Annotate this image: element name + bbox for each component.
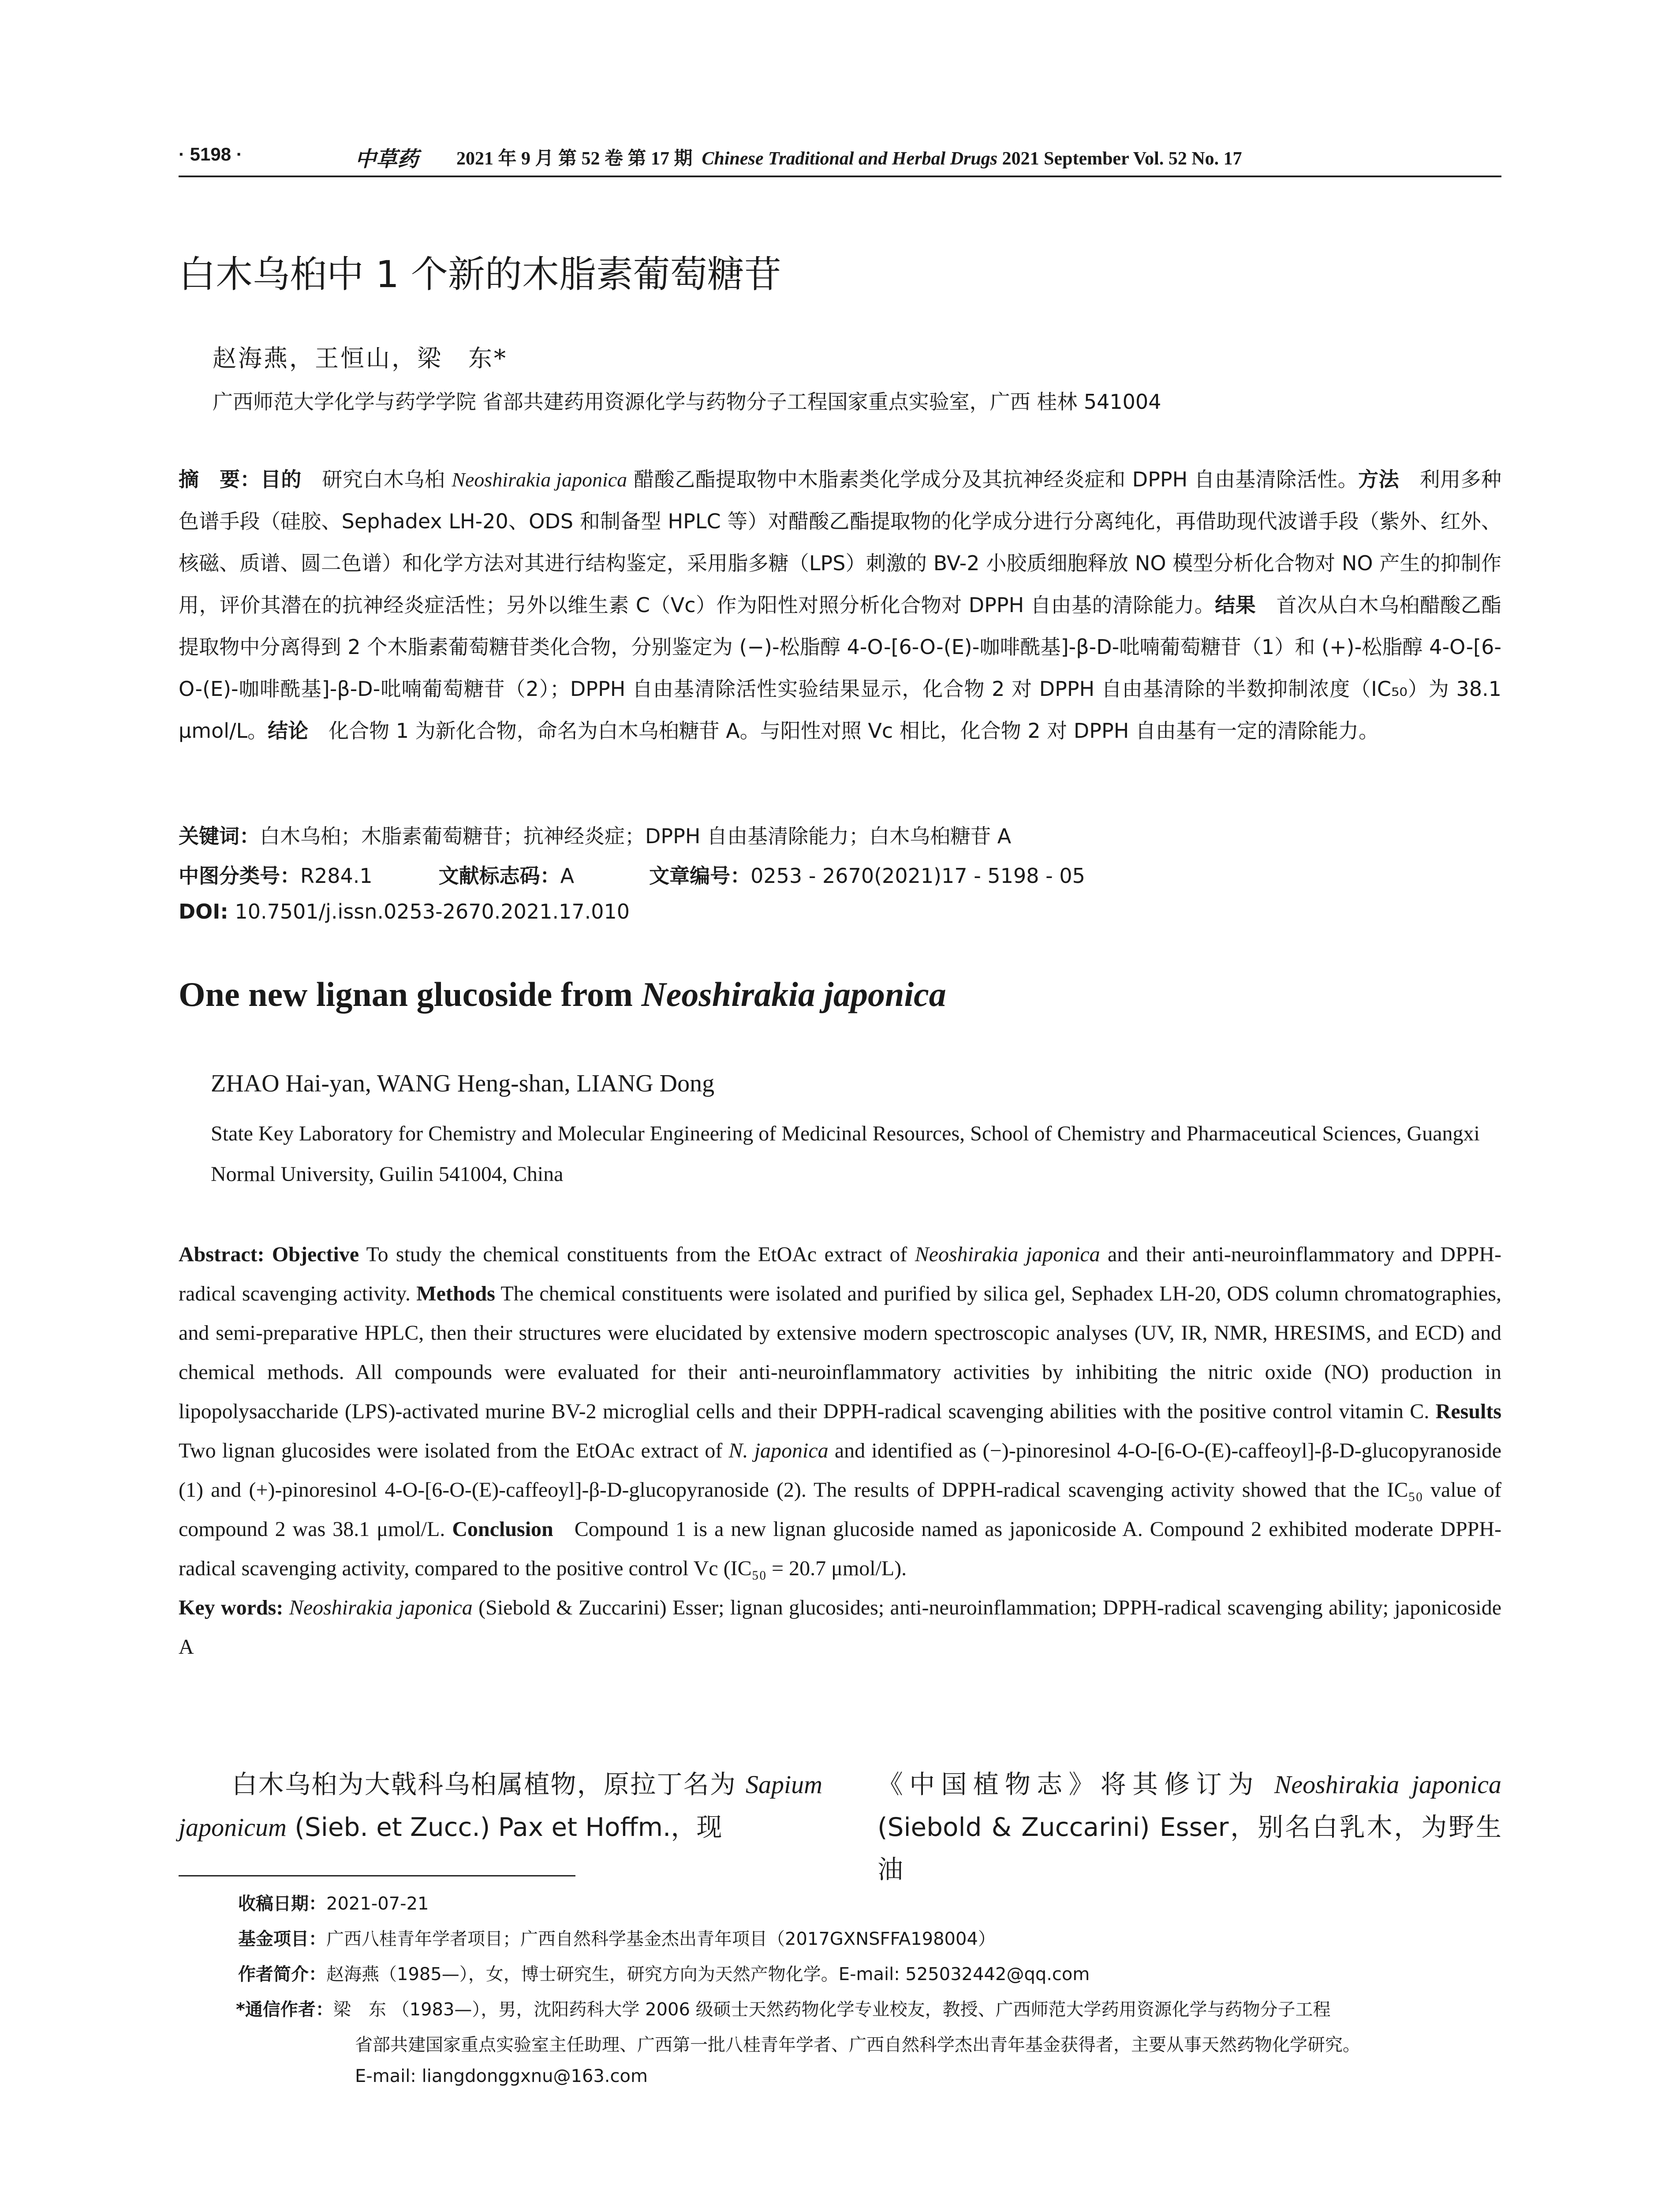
en-affiliation: State Key Laboratory for Chemistry and Molecular Engineering of Medicinal Resources, School of Chemistry and Pharmaceutical Sciences, Guangxi Normal University, Guilin 541004, China bbox=[211, 1122, 1480, 1186]
journal-name-en: Chinese Traditional and Herbal Drugs bbox=[702, 149, 998, 169]
corresponding-author-cont: 省部共建国家重点实验室主任助理、广西第一批八桂青年学者、广西自然科学杰出青年基金获得者，主要从事天然药物化学研究。 bbox=[355, 2035, 1360, 2055]
cn-title: 白木乌桕中 1 个新的木脂素葡萄糖苷 bbox=[179, 253, 781, 296]
journal-name-cn: 中草药 bbox=[355, 148, 419, 171]
cn-classification: 中图分类号：R284.1 文献标志码：A 文章编号：0253 - 2670(2021)17 - 5198 - 05 bbox=[179, 864, 1085, 888]
issue-info: 2021 年 9 月 第 52 卷 第 17 期 Chinese Traditional and Herbal Drugs 2021 September Vol. 52 No. 17 bbox=[456, 149, 1242, 169]
en-title: One new lignan glucoside from Neoshirakia japonica bbox=[179, 975, 946, 1013]
en-abstract: Abstract: Objective To study the chemical constituents from the EtOAc extract of Neoshirakia japonica and their anti-neuroinflammatory and DPPH-radical scavenging activity. Methods The chemical constituents were isolated and purified by silica gel, Sephadex LH-20, ODS column chromatographies, and semi-preparative HPLC, then their structures were elucidated by extensive modern spectroscopic analyses (UV, IR, NMR, HRESIMS, and ECD) and chemical methods. All compounds were evaluated for their anti-neuroinflammatory activities by inhibiting the nitric oxide (NO) production in lipopolysaccharide (LPS)-activated murine BV-2 microglial cells and their DPPH-radical scavenging abilities with the positive control vitamin C. Results Two lignan glucosides were isolated from the EtOAc extract of N. japonica and identified as (−)-pinoresinol 4-O-[6-O-(E)-caffeoyl]-β-D-glucopyranoside (1) and (+)-pinoresinol 4-O-[6-O-(E)-caffeoyl]-β-D-glucopyranoside (2). The results of DPPH-radical scavenging activity showed that the IC₅₀ value of compound 2 was 38.1 μmol/L. Conclusion Compound 1 is a new lignan glucoside named as japonicoside A. Compound 2 exhibited moderate DPPH-radical scavenging activity, compared to the positive control Vc (IC₅₀ = 20.7 μmol/L). Key words: Neoshirakia japonica (Siebold & Zuccarini) Esser; lignan glucosides; anti-neuroinflammation; DPPH-radical scavenging ability; japonicoside A bbox=[179, 1243, 1502, 1659]
fund-info: 基金项目：广西八桂青年学者项目；广西自然科学基金杰出青年项目（2017GXNSFFA198004） bbox=[238, 1929, 996, 1949]
intro-right-column: 《中国植物志》将其修订为 Neoshirakia japonica (Siebold & Zuccarini) Esser，别名白乳木，为野生油 bbox=[877, 1769, 1501, 1884]
cn-abstract: 摘 要：目的 研究白木乌桕 Neoshirakia japonica 醋酸乙酯提取物中木脂素类化学成分及其抗神经炎症和 DPPH 自由基清除活性。方法 利用多种色谱手段（硅胶、Sephadex LH-20、ODS 和制备型 HPLC 等）对醋酸乙酯提取物的化学成分进行分离纯化，再借助现代波谱手段（紫外、红外、核磁、质谱、圆二色谱）和化学方法对其进行结构鉴定，采用脂多糖（LPS）刺激的 BV-2 小胶质细胞释放 NO 模型分析化合物对 NO 产生的抑制作用，评价其潜在的抗神经炎症活性；另外以维生素 C（Vc）作为阳性对照分析化合物对 DPPH 自由基的清除能力。结果 首次从白木乌桕醋酸乙酯提取物中分离得到 2 个木脂素葡萄糖苷类化合物，分别鉴定为 (−)-松脂醇 4-O-[6-O-(E)-咖啡酰基]-β-D-吡喃葡萄糖苷（1）和 (+)-松脂醇 4-O-[6-O-(E)-咖啡酰基]-β-D-吡喃葡萄糖苷（2）；DPPH 自由基清除活性实验结果显示，化合物 2 对 DPPH 自由基清除的半数抑制浓度（IC₅₀）为 38.1 μmol/L。结论 化合物 1 为新化合物，命名为白木乌桕糖苷 A。与阳性对照 Vc 相比，化合物 2 对 DPPH 自由基有一定的清除能力。 bbox=[179, 467, 1502, 743]
en-authors: ZHAO Hai-yan, WANG Heng-shan, LIANG Dong bbox=[211, 1070, 715, 1097]
header-rule bbox=[179, 176, 1501, 177]
running-header bbox=[179, 144, 1501, 175]
footnote-rule bbox=[179, 1875, 575, 1876]
cn-authors: 赵海燕，王恒山，梁 东* bbox=[213, 344, 508, 372]
received-date: 收稿日期：2021-07-21 bbox=[238, 1894, 429, 1914]
corresponding-author-email: E-mail: liangdonggxnu@163.com bbox=[355, 2066, 648, 2086]
page-number: · 5198 · bbox=[179, 144, 243, 164]
cn-affiliation: 广西师范大学化学与药学学院 省部共建药用资源化学与药物分子工程国家重点实验室，广西 桂林 541004 bbox=[213, 390, 1161, 414]
en-keywords: Key words: Neoshirakia japonica (Siebold & Zuccarini) Esser; lignan glucosides; anti-neuroinflammation; DPPH-radical scavenging ability; japonicoside A bbox=[179, 1596, 1502, 1659]
intro-left-column: 白木乌桕为大戟科乌桕属植物，原拉丁名为 Sapium japonicum (Sieb. et Zucc.) Pax et Hoffm.，现 bbox=[179, 1769, 822, 1842]
corresponding-author: *通信作者：梁 东 （1983—），男，沈阳药科大学 2006 级硕士天然药物化学专业校友，教授、广西师范大学药用资源化学与药物分子工程 bbox=[236, 1999, 1331, 2020]
cn-keywords: 关键词：白木乌桕；木脂素葡萄糖苷；抗神经炎症；DPPH 自由基清除能力；白木乌桕糖苷 A bbox=[179, 824, 1012, 848]
doi: DOI: 10.7501/j.issn.0253-2670.2021.17.010 bbox=[179, 900, 630, 923]
author-bio: 作者简介：赵海燕（1985—），女，博士研究生，研究方向为天然产物化学。E-mail: 525032442@qq.com bbox=[238, 1964, 1090, 1984]
